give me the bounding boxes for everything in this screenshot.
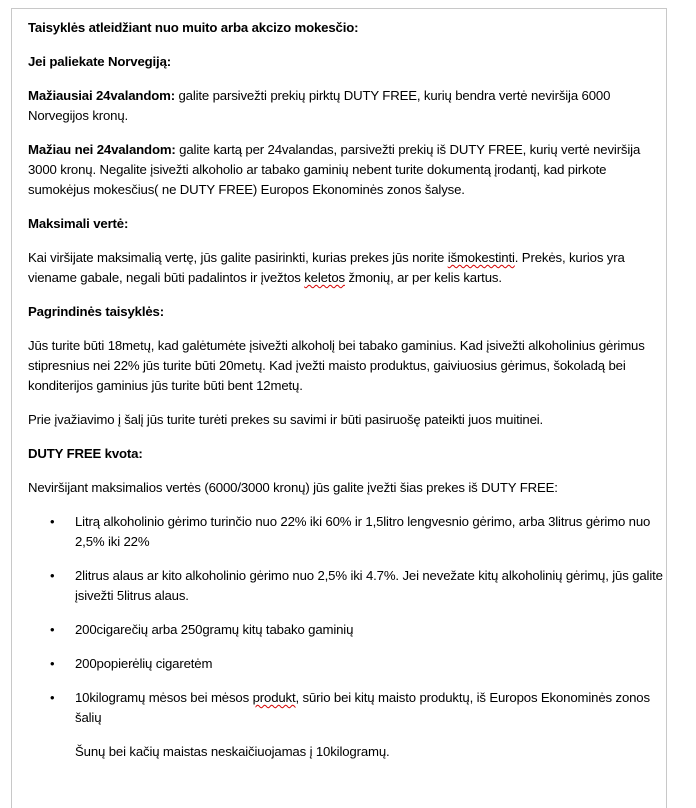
text-24h-less: galite kartą per 24valandas, parsivežti prekių iš DUTY FREE, kurių vertė neviršija 3000 kronų. Negalite įsivežti alkoholio ar tabako gaminių nebent turite dokumentą įrodantį, kad pirkote sumokėjus mokesčius( ne DUTY FREE) Europos Ekonominės zonos šalyse. bbox=[28, 142, 641, 197]
bullet-icon: • bbox=[50, 568, 55, 583]
quota-intro-text: Neviršijant maksimalios vertės (6000/3000 kronų) jūs galite įvežti šias prekes iš DUTY FREE: bbox=[28, 480, 558, 495]
max-value-text-c: žmonių, ar per kelis kartus. bbox=[344, 270, 502, 285]
heading-text: Taisyklės atleidžiant nuo muito arba akcizo mokesčio: bbox=[28, 20, 359, 35]
bullet-icon: • bbox=[50, 514, 55, 529]
list-item-text-a: 10kilogramų mėsos bei mėsos bbox=[75, 690, 253, 705]
main-rules-heading bbox=[28, 302, 670, 322]
bullet-icon: • bbox=[50, 656, 55, 671]
max-value-text-a: Kai viršijate maksimalią vertę, jūs galite pasirinkti, kurias prekes jūs norite bbox=[28, 250, 448, 265]
spellcheck-word-2: keletos bbox=[304, 270, 345, 285]
paragraph-main-rules bbox=[28, 336, 670, 396]
spellcheck-word-1: išmokestinti bbox=[447, 250, 515, 265]
label-24h-plus: Mažiausiai 24valandom: bbox=[28, 88, 175, 103]
spellcheck-word-3: produkt bbox=[252, 690, 296, 705]
page-heading bbox=[28, 18, 670, 38]
paragraph-quota-intro bbox=[28, 478, 670, 498]
main-rules-text: Jūs turite būti 18metų, kad galėtumėte įsivežti alkoholį bei tabako gaminius. Kad įsivežti alkoholinius gėrimus stipresnius nei 22% jūs turite būti 20metų. Kad įvežti maisto produktus, gaiviuosius gėrimus, šokoladą bei konditerijos gaminius jūs turite būti bent 12metų. bbox=[28, 338, 645, 393]
paragraph-24h-plus bbox=[28, 86, 670, 126]
list-item-text-b: , sūrio bei kitų maisto produktų, iš Europos Ekonominės zonos šalių bbox=[75, 690, 650, 725]
paragraph-max-value bbox=[28, 248, 670, 288]
list-item bbox=[28, 566, 670, 606]
quota-list bbox=[28, 512, 670, 728]
list-item bbox=[28, 512, 670, 552]
bullet-icon: • bbox=[50, 690, 55, 705]
paragraph-24h-less bbox=[28, 140, 670, 200]
bullet-icon: • bbox=[50, 622, 55, 637]
list-item-text: 200popierėlių cigaretėm bbox=[75, 656, 213, 671]
label-24h-less: Mažiau nei 24valandom: bbox=[28, 142, 176, 157]
list-item-text: 200cigarečių arba 250gramų kitų tabako gaminių bbox=[75, 622, 354, 637]
list-item bbox=[28, 688, 670, 728]
arrival-text: Prie įvažiavimo į šalį jūs turite turėti prekes su savimi ir būti pasiruošę pateikti juos muitinei. bbox=[28, 412, 544, 427]
max-value-heading bbox=[28, 214, 670, 234]
document-page bbox=[11, 8, 667, 808]
list-item-text: Litrą alkoholinio gėrimo turinčio nuo 22% iki 60% ir 1,5litro lengvesnio gėrimo, arba 3litrus gėrimo nuo 2,5% iki 22% bbox=[75, 514, 651, 549]
list-item bbox=[28, 620, 670, 640]
list-item-text: 2litrus alaus ar kito alkoholinio gėrimo nuo 2,5% iki 4.7%. Jei nevežate kitų alkoholinių gėrimų, jūs galite įsivežti 5litrus alaus. bbox=[75, 568, 663, 603]
max-value-text-b: . Prekės, kurios yra viename gabale, negali būti padalintos ir įvežtos bbox=[28, 250, 625, 285]
paragraph-arrival bbox=[28, 410, 670, 430]
leaving-norway-heading bbox=[28, 52, 670, 72]
quota-heading-text: DUTY FREE kvota: bbox=[28, 446, 143, 461]
max-value-heading-text: Maksimali vertė: bbox=[28, 216, 129, 231]
leaving-norway-text: Jei paliekate Norvegiją: bbox=[28, 54, 171, 69]
main-rules-heading-text: Pagrindinės taisyklės: bbox=[28, 304, 164, 319]
quota-heading bbox=[28, 444, 670, 464]
list-item bbox=[28, 654, 670, 674]
document-content bbox=[28, 18, 670, 776]
pet-food-note bbox=[28, 742, 670, 762]
text-24h-plus: galite parsivežti prekių pirktų DUTY FREE, kurių bendra vertė neviršija 6000 Norvegijos kronų. bbox=[28, 88, 611, 123]
pet-food-note-text: Šunų bei kačių maistas neskaičiuojamas į 10kilogramų. bbox=[75, 744, 390, 759]
